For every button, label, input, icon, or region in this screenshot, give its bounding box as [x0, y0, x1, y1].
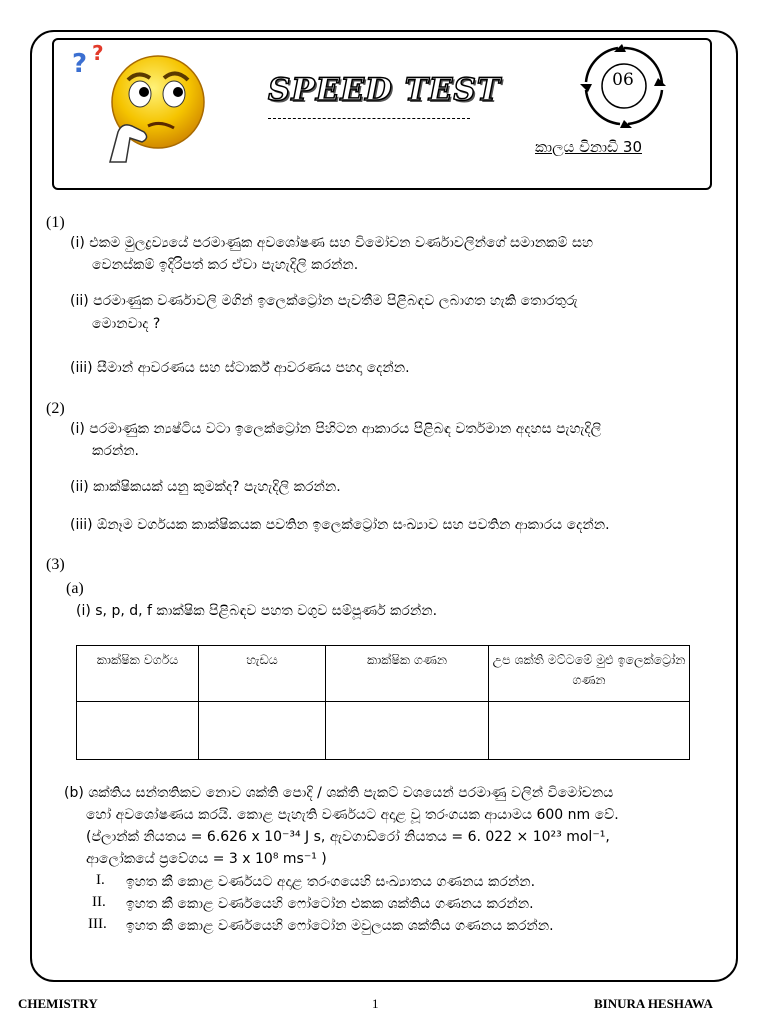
table-header-orbital-type: කාක්ෂික වර්ගය [77, 646, 199, 702]
orbital-table [76, 645, 690, 760]
q2-iii: (iii) ඕනෑම වර්ගයක කාක්ෂිකයක පවතින ඉලෙක්ට්‍රෝන සංඛ්‍යාව සහ පවතින ආකාරය දෙන්න. [70, 517, 610, 533]
q3-b-line3: (ප්ලාන්ක් නියතය = 6.626 x 10⁻³⁴ J s, ඇවගාඩ්රෝ නියතය = 6. 022 × 10²³ mol⁻¹, [86, 829, 610, 845]
table-cell-empty [326, 702, 489, 760]
q2-ii: (ii) කාක්ෂිකයක් යනු කුමක්ද? පැහැදිලි කරන්න. [70, 479, 341, 495]
q1-number: (1) [46, 214, 65, 231]
q3-b-roman-2: II. [92, 894, 106, 910]
table-cell-empty [77, 702, 199, 760]
q3-b-line1: (b) ශක්තිය සන්තතිකව නොව ශක්ති පොදි / ශක්ති පැකට් වශයෙන් පරමාණු වලින් විමෝචනය [64, 785, 614, 801]
q3-b-line2: හෝ අවශෝෂණය කරයි. කොළ පැහැති වර්ණයට අදාළ වූ තරංගයක ආයාමය 600 nm වේ. [86, 807, 619, 823]
q3-b-sub-3: ඉහත කී කොළ වර්ණයෙහි ෆෝටෝන මවුලයක ශක්තිය ගණනය කරන්න. [126, 918, 554, 934]
q3-a-label: (a) [66, 580, 84, 597]
footer-page-number: 1 [372, 996, 379, 1011]
q1-i-line2: වෙනස්කම් ඉදිරිපත් කර ඒවා පැහැදිලි කරන්න. [92, 257, 359, 273]
svg-text:?: ? [92, 41, 104, 65]
svg-text:?: ? [72, 49, 88, 79]
footer-subject: CHEMISTRY [18, 996, 98, 1011]
page-title: SPEED TEST [268, 72, 501, 108]
q1-ii-line2: මොනවාද ? [92, 316, 161, 332]
q2-number: (2) [46, 400, 65, 417]
q3-b-roman-1: I. [96, 872, 105, 888]
test-number: 06 [612, 70, 634, 90]
q2-i-line1: (i) පරමාණුක න්‍යෂ්ටිය වටා ඉලෙක්ට්‍රෝන පිහිටන ආකාරය පිළිබඳ වර්තමාන අදහස පැහැදිලි [70, 421, 602, 437]
q1-iii: (iii) සීමාන් ආවරණය සහ ස්ටාර්ක් ආවරණය පහදා දෙන්න. [70, 360, 410, 376]
time-label: කාලය විනාඩි 30 [535, 138, 642, 156]
q3-b-sub-2: ඉහත කී කොළ වර්ණයෙහි ෆෝටෝන එකක ශක්තිය ගණනය කරන්න. [126, 896, 534, 912]
table-header-shape: හැඩය [199, 646, 326, 702]
confused-emoji-icon [70, 40, 210, 165]
footer-author: BINURA HESHAWA [594, 996, 713, 1011]
q3-number: (3) [46, 556, 65, 573]
table-header-total-electrons: උප ශක්ති මට්ටමේ මුළු ඉලෙක්ට්‍රෝන ගණන [489, 646, 690, 702]
q1-i-line1: (i) එකම මුලද්‍රව්‍යයේ පරමාණුක අවශෝෂණ සහ විමෝචන වර්ණාවලින්ගේ සමානකම් සහ [70, 235, 594, 251]
table-cell-empty [199, 702, 326, 760]
title-underline [268, 118, 470, 119]
table-cell-empty [489, 702, 690, 760]
q3-b-line4: ආලෝකයේ ප්‍රවේගය = 3 x 10⁸ ms⁻¹ ) [86, 851, 327, 867]
q3-b-sub-1: ඉහත කී කොළ වර්ණයට අදාළ තරංගයෙහි සංඛ්‍යාතය ගණනය කරන්න. [126, 874, 536, 890]
q3-a-i: (i) s, p, d, f කාක්ෂික පිළිබඳව පහත වගුව සම්පූර්ණ කරන්න. [76, 603, 438, 619]
q1-ii-line1: (ii) පරමාණුක වර්ණාවලි මගින් ඉලෙක්ට්‍රෝන පැවතීම පිළිබඳව ලබාගත හැකි තොරතුරු [70, 293, 578, 309]
q3-b-roman-3: III. [88, 916, 107, 932]
table-header-orbital-count: කාක්ෂික ගණන [326, 646, 489, 702]
q2-i-line2: කරන්න. [92, 443, 140, 459]
